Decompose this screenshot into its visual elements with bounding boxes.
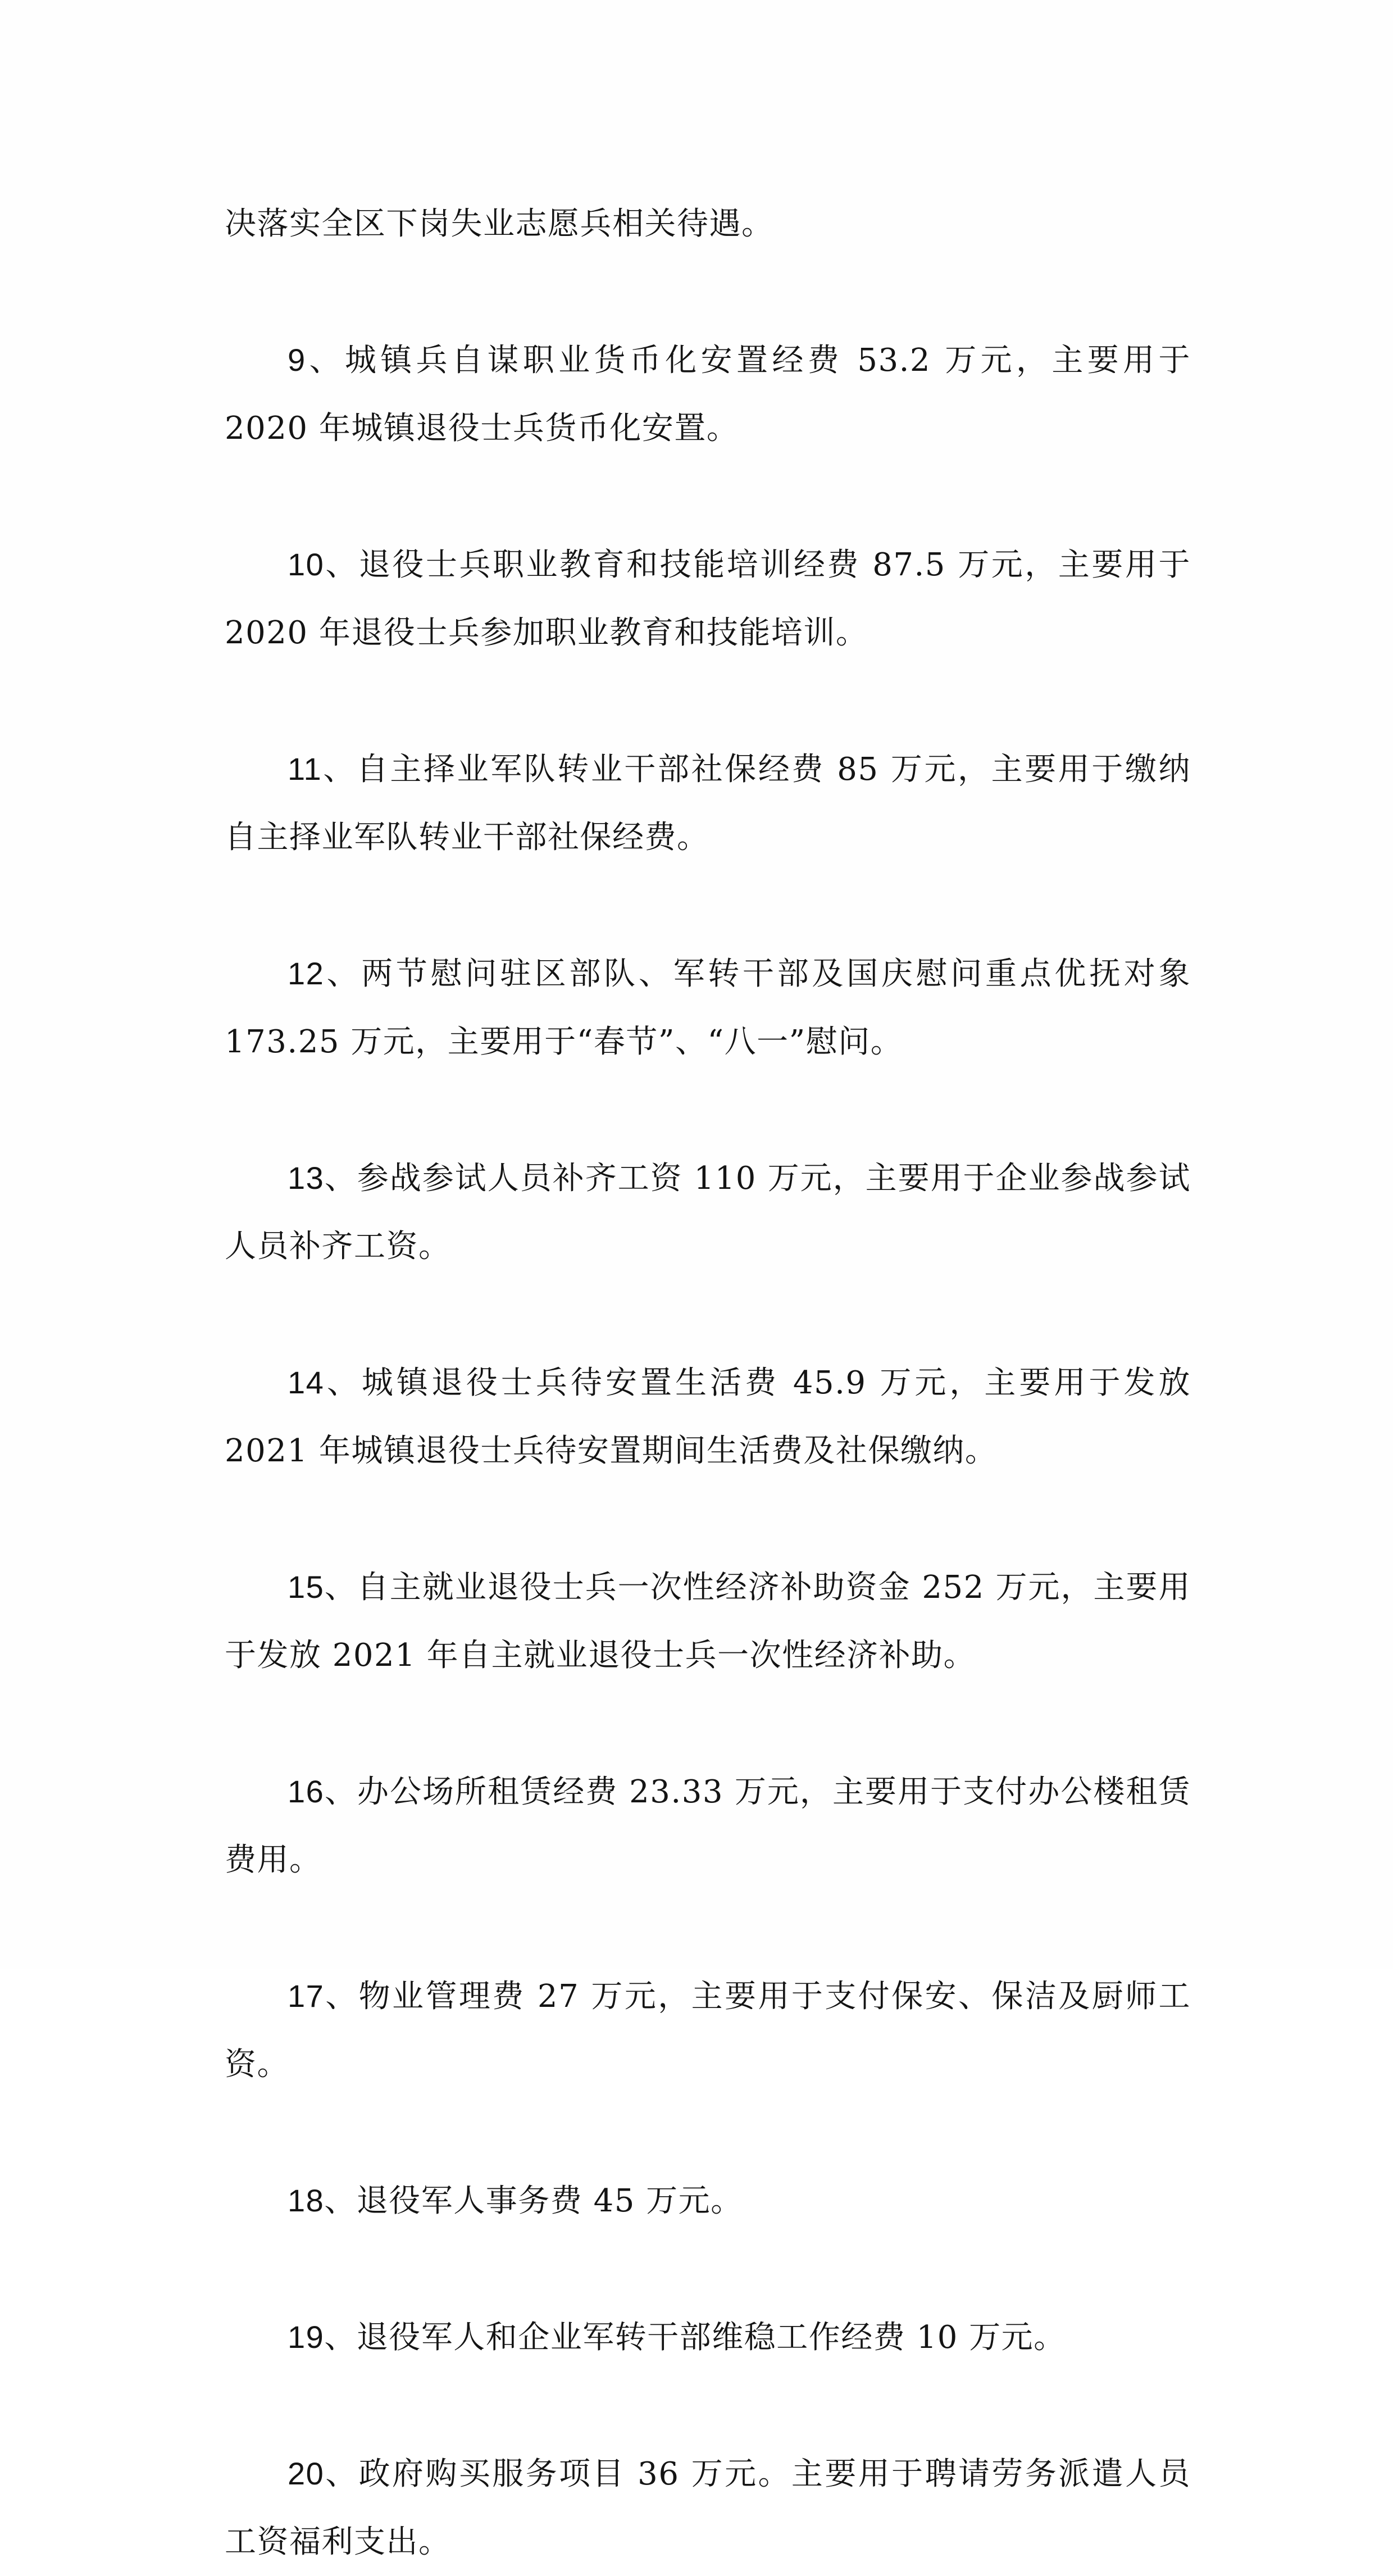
item-text: 、两节慰问驻区部队、军转干部及国庆慰问重点优抚对象 173.25 万元，主要用于“春节”、“八一”慰问。: [225, 956, 1191, 1060]
item-number: 13: [288, 1160, 325, 1196]
item-20: [225, 2439, 1191, 2576]
item-text: 、参战参试人员补齐工资 110 万元，主要用于企业参战参试人员补齐工资。: [225, 1160, 1191, 1265]
item-text: 、自主择业军队转业干部社保经费 85 万元，主要用于缴纳自主择业军队转业干部社保经费。: [225, 751, 1191, 856]
item-text: 、退役军人和企业军转干部维稳工作经费 10 万元。: [324, 2319, 1066, 2356]
item-number: 17: [288, 1978, 325, 2014]
item-number: 16: [288, 1774, 325, 1809]
item-9: [225, 326, 1191, 462]
item-17: [225, 1962, 1191, 2098]
item-text: 、退役士兵职业教育和技能培训经费 87.5 万元，主要用于 2020 年退役士兵参加职业教育和技能培训。: [225, 547, 1191, 651]
item-number: 9: [288, 342, 306, 378]
item-number: 20: [288, 2456, 325, 2491]
item-14: [225, 1348, 1191, 1485]
item-text: 、城镇退役士兵待安置生活费 45.9 万元，主要用于发放 2021 年城镇退役士兵待安置期间生活费及社保缴纳。: [225, 1365, 1191, 1469]
item-text: 、办公场所租赁经费 23.33 万元，主要用于支付办公楼租赁费用。: [225, 1774, 1191, 1878]
item-number: 19: [288, 2319, 325, 2355]
item-number: 11: [288, 751, 322, 787]
item-text: 、政府购买服务项目 36 万元。主要用于聘请劳务派遣人员工资福利支出。: [225, 2456, 1191, 2560]
item-number: 10: [288, 547, 325, 582]
item-16: [225, 1757, 1191, 1894]
item-19: [225, 2303, 1191, 2371]
item-number: 14: [288, 1365, 325, 1400]
item-text: 、自主就业退役士兵一次性经济补助资金 252 万元，主要用于发放 2021 年自主就业退役士兵一次性经济补助。: [225, 1569, 1191, 1674]
continuation-line: 决落实全区下岗失业志愿兵相关待遇。: [225, 206, 774, 242]
item-12: [225, 939, 1191, 1076]
item-number: 18: [288, 2183, 325, 2218]
item-text: 、退役军人事务费 45 万元。: [324, 2183, 743, 2219]
item-text: 、物业管理费 27 万元，主要用于支付保安、保洁及厨师工资。: [225, 1978, 1191, 2083]
item-11: [225, 735, 1191, 871]
item-10: [225, 530, 1191, 667]
item-text: 、城镇兵自谋职业货币化安置经费 53.2 万元，主要用于 2020 年城镇退役士兵货币化安置。: [225, 342, 1191, 447]
item-18: [225, 2166, 1191, 2235]
document-body: [225, 190, 1191, 2576]
item-number: 15: [288, 1569, 325, 1605]
item-number: 12: [288, 956, 325, 991]
item-13: [225, 1144, 1191, 1280]
item-15: [225, 1553, 1191, 1689]
